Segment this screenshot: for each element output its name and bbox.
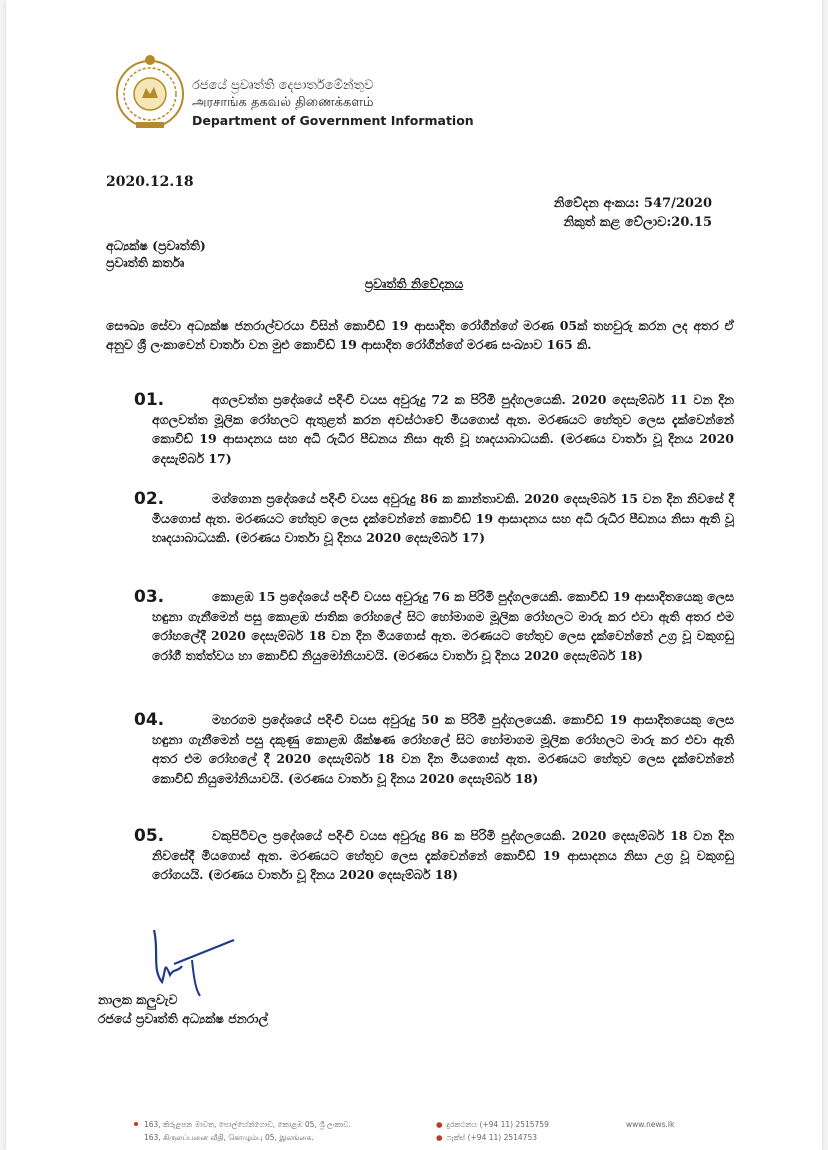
release-date: 2020.12.18: [106, 174, 194, 190]
phone-number: (+94 11) 2515759: [479, 1120, 549, 1129]
item-number: 01.: [134, 390, 165, 410]
document-title-text: ප්‍රවෘත්ති නිවේදනය: [364, 276, 464, 291]
item-text: කොළඹ 15 ප්‍රදේශයේ පදිංචි වයස අවුරුදු 76 ක පිරිමි පුද්ගලයෙකි. කොවිඩ් 19 ආසාදිතයෙකු ලෙස හඳුනා ගැනීමෙන් පසු කොළඹ ජාතික රෝහලේ සිට හෝමාගම මූලික රෝහලට මාරු කර එවා ඇති අතර එම රෝහලේදී 2020 දෙසැම්බර් 18 වන දින මියගොස් ඇත. මරණයට හේතුව ලෙස දැක්වෙන්නේ උග්‍ර වූ වකුගඩු රෝගී තත්ත්වය හා කොවිඩ් නියුමෝනියාවයි. (මරණය වාර්තා වූ දිනය 2020 දෙසැම්බර් 18): [152, 589, 734, 663]
fax-number: (+94 11) 2514753: [467, 1133, 537, 1142]
item-text: මහරගම ප්‍රදේශයේ පදිංචි වයස අවුරුදු 50 ක පිරිමි පුද්ගලයෙකි. කොවිඩ් 19 ආසාදිතයෙකු ලෙස හඳුනා ගැනීමෙන් පසු දකුණු කොළඹ ශික්ෂණ රෝහලේ සිට හෝමාගම මූලික රෝහලට මාරු කර එවා ඇති අතර එම රෝහලේ දී 2020 දෙසැම්බර් 18 වන දින මියගොස් ඇත. මරණයට හේතුව ලෙස දැක්වෙන්නේ කොවිඩ් නියුමෝනියාවයි. (මරණය වාර්තා වූ දිනය 2020 දෙසැම්බර් 18): [152, 712, 734, 786]
footer-address-sinhala: 163, කිරුළපන මාවත, පොල්හේන්ගොඩ, කොළඹ 05, ශ්‍රී ලංකාව.: [144, 1120, 351, 1129]
document-page: [6, 0, 822, 1150]
item-text: අගලවත්ත ප්‍රදේශයේ පදිංචි වයස අවුරුදු 72 ක පිරිමි පුද්ගලයෙකි. 2020 දෙසැම්බර් 11 වන දින අගලවත්ත මූලික රෝහලට ඇතුළත් කරන අවස්ථාවේ මියගොස් ඇත. මරණයට හේතුව ලෙස දැක්වෙන්නේ කොවිඩ් 19 ආසාදනය සහ අධි රුධිර පීඩනය නිසා ඇති වූ හෘදයාබාධයකි. (මරණය වාර්තා වූ දිනය 2020 දෙසැම්බර් 17): [152, 392, 734, 466]
signatory-block: [98, 990, 268, 1028]
item-number: 05.: [134, 826, 165, 846]
addressee-line-1: අධ්‍යක්ෂ (ප්‍රවෘත්ති): [106, 238, 206, 253]
release-number: නිවේදන අංකය: 547/2020: [553, 196, 712, 211]
signature-icon: [134, 920, 244, 1000]
addressee-block: [106, 237, 206, 271]
addressee-line-2: ප්‍රවෘත්ති කර්තෘ: [106, 255, 185, 270]
release-time: නිකුත් කළ වේලාව:20.15: [563, 215, 712, 230]
reference-block: [554, 194, 712, 232]
footer-contact: [436, 1118, 549, 1144]
fax-label: ෆැක්ස්: [446, 1133, 466, 1142]
signatory-name: නාලක කලුවැව: [98, 992, 178, 1007]
org-name-sinhala: රජයේ ප්‍රවෘත්ති දෙපාර්තමේන්තුව: [192, 78, 374, 93]
phone-icon: ●: [436, 1120, 443, 1129]
bullet-icon: [134, 1122, 138, 1126]
org-name-tamil: அரசாங்க தகவல் திணைக்களம்: [192, 95, 374, 110]
item-text: මග්ගොන ප්‍රදේශයේ පදිංචි වයස අවුරුදු 86 ක කාන්තාවකි. 2020 දෙසැම්බර් 15 වන දින නිවසේ දී මියගොස් ඇත. මරණයට හේතුව ලෙස දැක්වෙන්නේ කොවිඩ් 19 ආසාදනය සහ අධි රුධිර පීඩනය නිසා ඇති වූ හෘදයාබාධයකි. (මරණය වාර්තා වූ දිනය 2020 දෙසැම්බර් 17): [152, 491, 734, 545]
org-name-english: Department of Government Information: [192, 113, 474, 128]
footer: [6, 1110, 822, 1150]
intro-paragraph: සෞඛ්‍ය සේවා අධ්‍යක්ෂ ජනරාල්වරයා විසින් කොවිඩ් 19 ආසාදිත රෝගීන්ගේ මරණ 05ක් තහවුරු කරන ලද අතර ඒ අනුව ශ්‍රී ලංකාවෙන් වාර්තා වන මුළු කොවිඩ් 19 ආසාදිත රෝගීන්ගේ මරණ සංඛ්‍යාව 165 කි.: [106, 318, 734, 352]
signatory-title: රජයේ ප්‍රවෘත්ති අධ්‍යක්ෂ ජනරාල්: [98, 1011, 269, 1026]
item-text: වකුපිටිවල ප්‍රදේශයේ පදිංචි වයස අවුරුදු 86 ක පිරිමි පුද්ගලයෙකි. 2020 දෙසැම්බර් 18 වන දින නිවසේදී මියගොස් ඇත. මරණයට හේතුව ලෙස දැක්වෙන්නේ කොවිඩ් 19 ආසාදනය නිසා උග්‍ර වූ වකුගඩු රෝගයයි. (මරණය වාර්තා වූ දිනය 2020 දෙසැම්බර් 18): [152, 828, 734, 882]
item-number: 03.: [134, 587, 165, 607]
item-number: 02.: [134, 489, 165, 509]
item-number: 04.: [134, 710, 165, 730]
phone-label: දුරකථනය: [446, 1120, 478, 1129]
fax-icon: ●: [436, 1133, 443, 1142]
sri-lanka-emblem-icon: [114, 54, 186, 132]
footer-website[interactable]: www.news.lk: [626, 1120, 675, 1129]
document-title: [6, 276, 822, 292]
footer-address: [144, 1118, 351, 1144]
footer-address-tamil: 163, கிருலப்பனை வீதி, கொழும்பு 05, இலங்கை.: [144, 1133, 314, 1142]
